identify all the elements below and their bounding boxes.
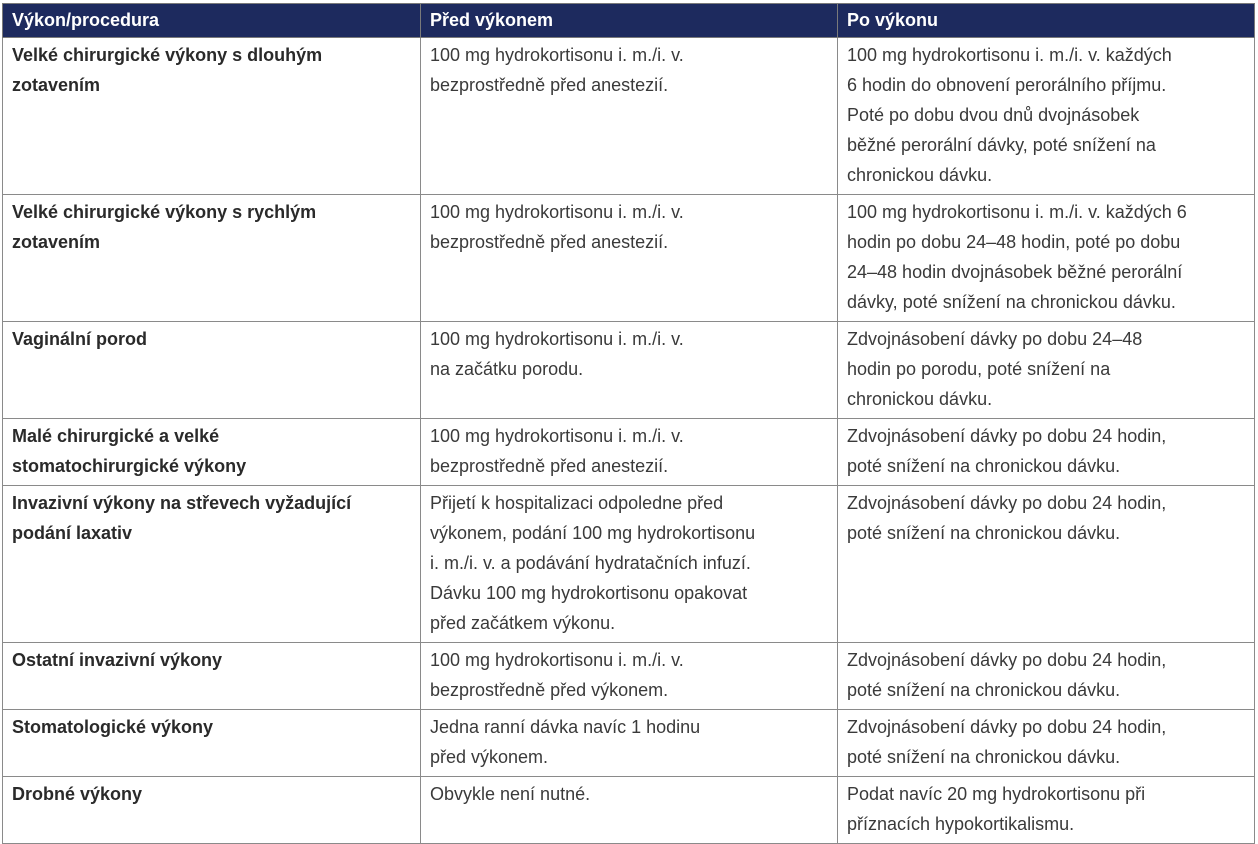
after-text: Zdvojnásobení dávky po dobu 24 hodin, poté snížení na chronickou dávku. [847,717,1167,767]
table-row [3,643,1255,710]
before-text: 100 mg hydrokortisonu i. m./i. v. bezprostředně před výkonem. [430,650,684,700]
before-text: 100 mg hydrokortisonu i. m./i. v. bezprostředně před anestezií. [430,45,684,95]
before-cell [421,486,838,643]
dosing-table-container [2,3,1254,844]
after-text: 100 mg hydrokortisonu i. m./i. v. každých 6 hodin po dobu 24–48 hodin, poté po dobu 24–48 hodin dvojnásobek běžné perorální dávky, poté snížení na chronickou dávku. [847,202,1187,312]
table-row [3,322,1255,419]
before-text: Přijetí k hospitalizaci odpoledne před výkonem, podání 100 mg hydrokortisonu i. m./i. v. a podávání hydratačních infuzí. Dávku 100 mg hydrokortisonu opakovat před začátkem výkonu. [430,493,756,633]
before-text: Jedna ranní dávka navíc 1 hodinu před výkonem. [430,717,701,767]
after-text: Zdvojnásobení dávky po dobu 24–48 hodin po porodu, poté snížení na chronickou dávku. [847,329,1143,409]
after-cell [838,486,1255,643]
after-cell [838,195,1255,322]
procedure-text: Velké chirurgické výkony s dlouhým zotavením [12,45,323,95]
table-header [3,4,1255,38]
before-cell [421,322,838,419]
after-text: Zdvojnásobení dávky po dobu 24 hodin, poté snížení na chronickou dávku. [847,426,1167,476]
header-before: Před výkonem [421,4,838,38]
after-cell [838,419,1255,486]
table-row [3,195,1255,322]
after-text: 100 mg hydrokortisonu i. m./i. v. každých 6 hodin do obnovení perorálního příjmu. Poté po dobu dvou dnů dvojnásobek běžné perorální dávky, poté snížení na chronickou dávku. [847,45,1172,185]
procedure-text: Stomatologické výkony [12,717,214,737]
after-cell [838,777,1255,844]
before-text: 100 mg hydrokortisonu i. m./i. v. bezprostředně před anestezií. [430,426,684,476]
procedure-text: Ostatní invazivní výkony [12,650,223,670]
procedure-text: Drobné výkony [12,784,143,804]
table-row [3,38,1255,195]
procedure-cell [3,710,421,777]
procedure-text: Invazivní výkony na střevech vyžadující podání laxativ [12,493,352,543]
table-row [3,777,1255,844]
header-procedure: Výkon/procedura [3,4,421,38]
table-row [3,419,1255,486]
perioperative-dosing-table [2,3,1255,844]
header-after: Po výkonu [838,4,1255,38]
procedure-cell [3,419,421,486]
procedure-cell [3,195,421,322]
table-row [3,486,1255,643]
header-row [3,4,1255,38]
table-body [3,38,1255,844]
before-cell [421,195,838,322]
after-cell [838,38,1255,195]
procedure-cell [3,777,421,844]
procedure-text: Velké chirurgické výkony s rychlým zotavením [12,202,317,252]
after-cell [838,322,1255,419]
before-cell [421,38,838,195]
after-text: Podat navíc 20 mg hydrokortisonu při příznacích hypokortikalismu. [847,784,1146,834]
procedure-cell [3,643,421,710]
procedure-text: Vaginální porod [12,329,148,349]
table-row [3,710,1255,777]
before-text: 100 mg hydrokortisonu i. m./i. v. na začátku porodu. [430,329,684,379]
procedure-cell [3,38,421,195]
after-cell [838,710,1255,777]
after-cell [838,643,1255,710]
before-text: 100 mg hydrokortisonu i. m./i. v. bezprostředně před anestezií. [430,202,684,252]
procedure-text: Malé chirurgické a velké stomatochirurgické výkony [12,426,247,476]
procedure-cell [3,322,421,419]
after-text: Zdvojnásobení dávky po dobu 24 hodin, poté snížení na chronickou dávku. [847,493,1167,543]
procedure-cell [3,486,421,643]
before-cell [421,710,838,777]
before-cell [421,643,838,710]
before-cell [421,777,838,844]
before-cell [421,419,838,486]
before-text: Obvykle není nutné. [430,784,591,804]
after-text: Zdvojnásobení dávky po dobu 24 hodin, poté snížení na chronickou dávku. [847,650,1167,700]
